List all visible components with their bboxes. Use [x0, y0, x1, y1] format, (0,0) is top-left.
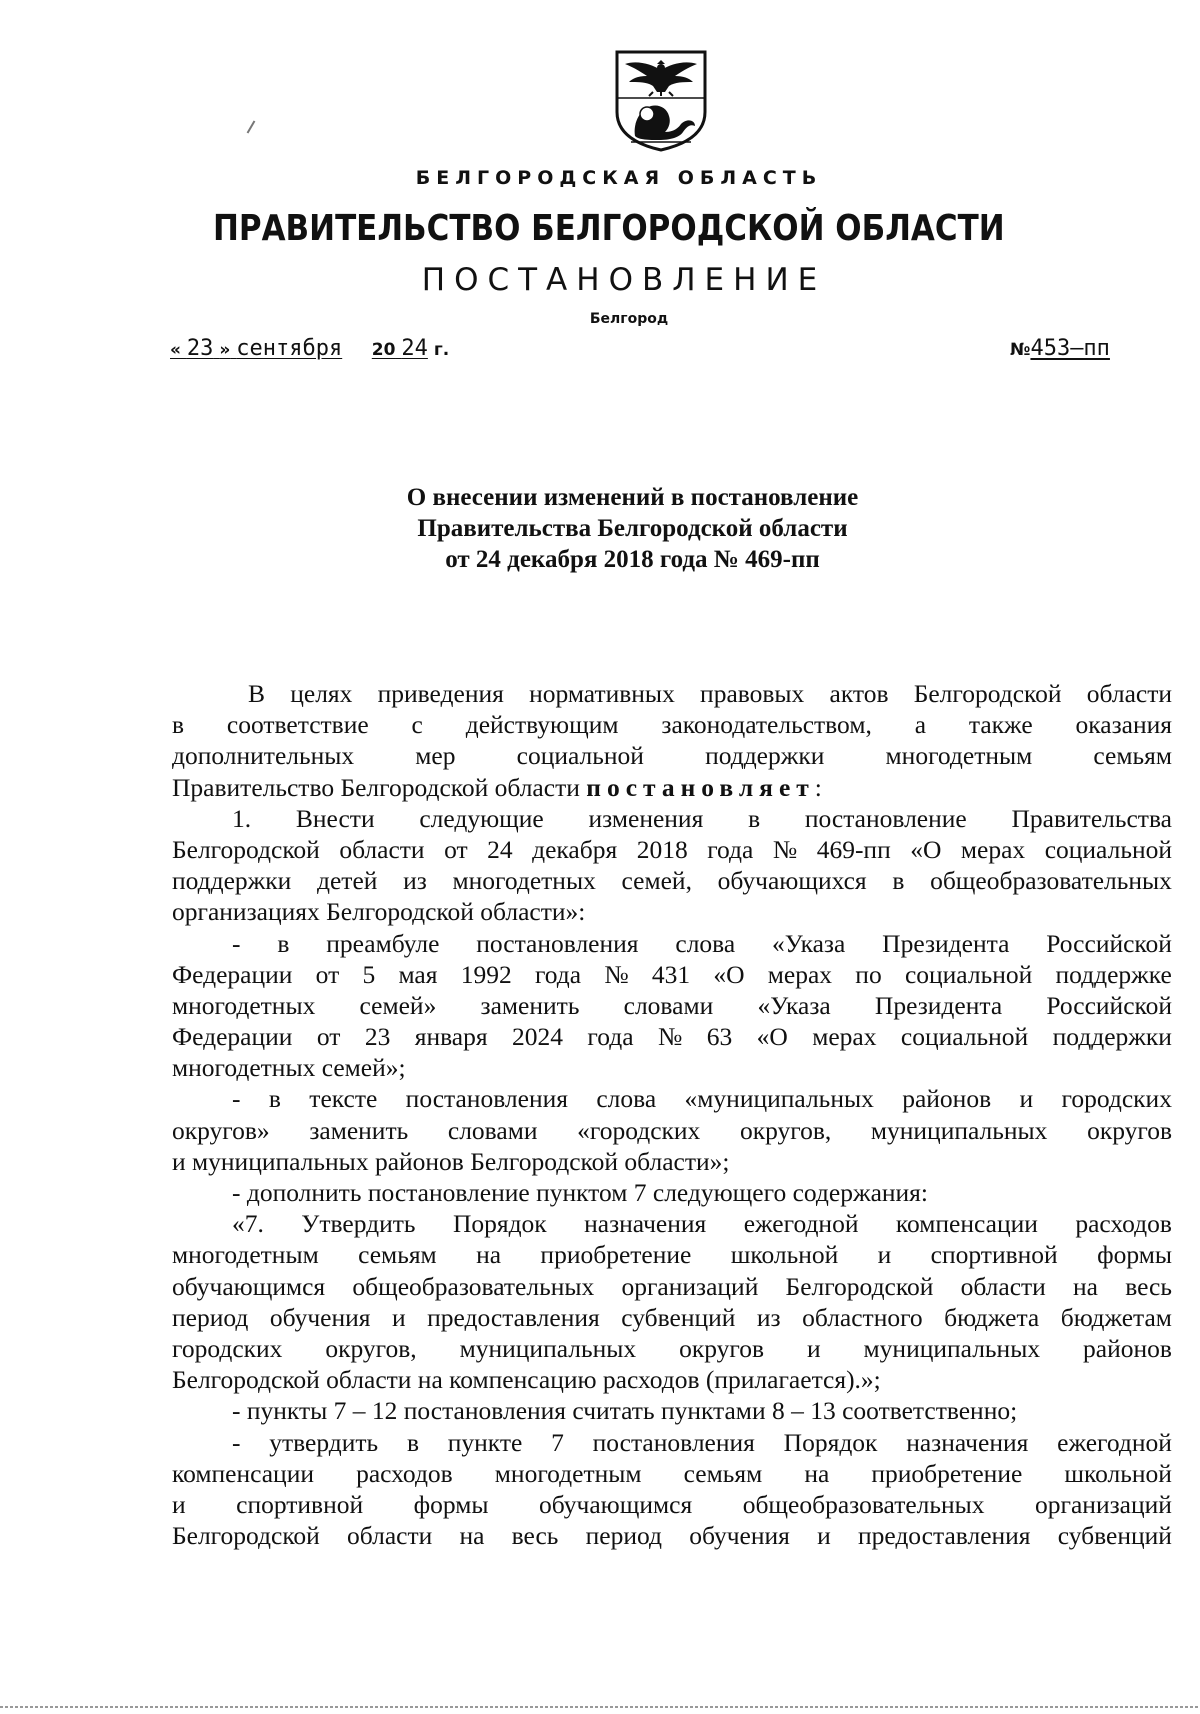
text-line: поддержки детей из многодетных семей, обучающихся в общеобразовательных — [172, 866, 1172, 896]
title-line: от 24 декабря 2018 года № 469-пп — [445, 546, 820, 573]
date-open-quote: « — [170, 340, 181, 360]
text-line: В целях приведения нормативных правовых актов Белгородской области — [248, 679, 1172, 708]
text-line: Белгородской области от 24 декабря 2018 года № 469-пп «О мерах социальной — [172, 834, 1172, 864]
document-number — [1010, 336, 1110, 361]
text-line: многодетных семей» заменить словами «Указа Президента Российской — [172, 990, 1172, 1020]
text-line: Федерации от 5 мая 1992 года № 431 «О мерах по социальной поддержке — [172, 959, 1172, 989]
document-type: ПОСТАНОВЛЕНИЕ — [421, 262, 827, 298]
date-day: 23 — [186, 336, 214, 361]
text-line: - пункты 7 – 12 постановления считать пунктами 8 – 13 соответственно; — [232, 1396, 1018, 1426]
text-line: - дополнить постановление пунктом 7 следующего содержания: — [232, 1178, 928, 1207]
document-date — [170, 336, 449, 361]
text-line: в соответствие с действующим законодательством, а также оказания — [172, 710, 1172, 740]
text-line: и спортивной формы обучающимся общеобразовательных организаций — [172, 1489, 1172, 1519]
document-title — [0, 482, 1200, 575]
text-line: Белгородской области на компенсацию расходов (прилагается).»; — [172, 1365, 881, 1395]
title-line: Правительства Белгородской области — [417, 515, 848, 542]
text-line: 1. Внести следующие изменения в постановление Правительства — [232, 803, 1172, 833]
text-line: дополнительных мер социальной поддержки многодетным семьям — [172, 741, 1172, 771]
text-line: Белгородской области на весь период обучения и предоставления субвенций — [172, 1521, 1172, 1551]
city-name: Белгород — [589, 311, 669, 327]
text-line: Федерации от 23 января 2024 года № 63 «О мерах социальной поддержки — [172, 1022, 1172, 1052]
text-line: - утвердить в пункте 7 постановления Порядок назначения ежегодной — [232, 1427, 1172, 1457]
belgorod-coat-of-arms-icon — [613, 48, 709, 152]
text-line: компенсации расходов многодетным семьям на приобретение школьной — [172, 1458, 1172, 1488]
decree-verb: постановляет — [586, 772, 815, 802]
date-century: 20 — [371, 340, 396, 360]
date-year: 24 — [401, 336, 428, 361]
government-name: ПРАВИТЕЛЬСТВО БЕЛГОРОДСКОЙ ОБЛАСТИ — [212, 208, 1005, 249]
document-body — [172, 678, 1172, 1551]
scan-edge-divider — [0, 1706, 1200, 1708]
date-month: сентября — [236, 336, 343, 361]
date-close-quote: » — [219, 340, 231, 360]
text-line: городских округов, муниципальных округов и муниципальных районов — [172, 1333, 1172, 1363]
number-label: № — [1010, 340, 1031, 360]
text-line: Правительство Белгородской области постановляет : — [172, 772, 822, 802]
text-line: многодетным семьям на приобретение школьной и спортивной формы — [172, 1240, 1172, 1270]
text-line: обучающимся общеобразовательных организаций Белгородской области на весь — [172, 1271, 1172, 1301]
title-line: О внесении изменений в постановление — [406, 484, 859, 511]
text-line: организациях Белгородской области»: — [172, 897, 586, 927]
text-line: «7. Утвердить Порядок назначения ежегодной компенсации расходов — [232, 1209, 1172, 1239]
text-line: период обучения и предоставления субвенций из областного бюджета бюджетам — [172, 1302, 1172, 1332]
number-value: 453–пп — [1030, 336, 1110, 361]
region-name: БЕЛГОРОДСКАЯ ОБЛАСТЬ — [415, 167, 823, 189]
text-line: округов» заменить словами «городских округов, муниципальных округов — [172, 1115, 1172, 1145]
text-line: и муниципальных районов Белгородской области»; — [172, 1146, 730, 1176]
text-line: - в тексте постановления слова «муниципальных районов и городских — [232, 1084, 1172, 1114]
text-line: - в преамбуле постановления слова «Указа Президента Российской — [232, 928, 1172, 958]
scan-mark — [247, 120, 256, 133]
date-year-suffix: г. — [433, 340, 450, 360]
text-line: многодетных семей»; — [172, 1053, 406, 1083]
